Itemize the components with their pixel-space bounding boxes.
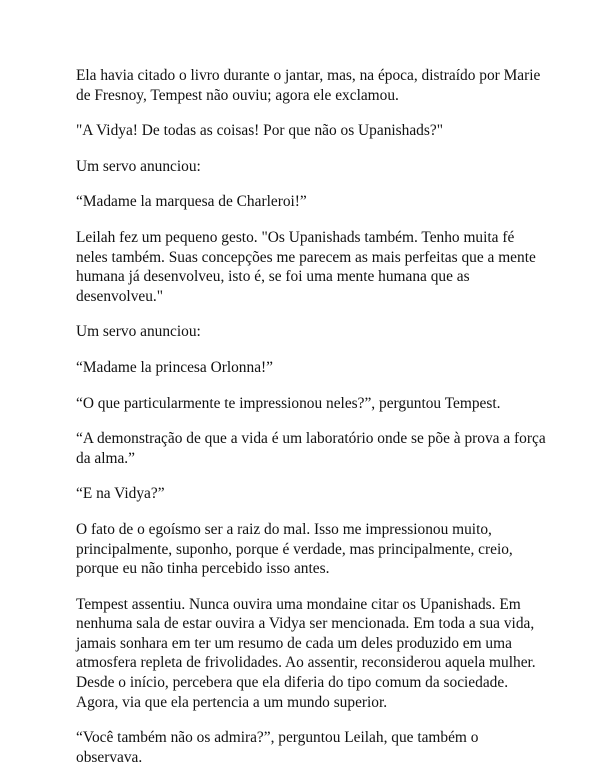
document-page bbox=[76, 66, 546, 783]
paragraph-9: “A demonstração de que a vida é um laboratório onde se põe à prova a força da alma.” bbox=[76, 430, 546, 467]
paragraph-11: O fato de o egoísmo ser a raiz do mal. Isso me impressionou muito, principalmente, suponho, porque é verdade, mas principalmente, creio, porque eu não tinha percebido isso antes. bbox=[76, 520, 513, 578]
paragraph-3: Um servo anunciou: bbox=[76, 157, 201, 175]
paragraph-10: “E na Vidya?” bbox=[76, 485, 165, 503]
paragraph-12: Tempest assentiu. Nunca ouvira uma mondaine citar os Upanishads. Em nenhuma sala de estar ouvira a Vidya ser mencionada. Em toda a sua vida, jamais sonhara em ter um resumo de cada um deles produzido em uma atmosfera repleta de frivolidades. Ao assentir, reconsiderou aquela mulher. Desde o início, percebera que ela diferia do tipo comum da sociedade. Agora, via que ela pertencia a um mundo superior. bbox=[76, 595, 536, 711]
paragraph-1: Ela havia citado o livro durante o jantar, mas, na época, distraído por Marie de Fresnoy, Tempest não ouviu; agora ele exclamou. bbox=[76, 67, 541, 104]
paragraph-4: “Madame la marquesa de Charleroi!” bbox=[76, 193, 307, 211]
paragraph-8: “O que particularmente te impressionou neles?”, perguntou Tempest. bbox=[76, 394, 501, 412]
paragraph-5: Leilah fez um pequeno gesto. "Os Upanishads também. Tenho muita fé neles também. Suas concepções me parecem as mais perfeitas que a mente humana já desenvolveu, isto é, se foi uma mente humana que as desenvolveu." bbox=[76, 228, 536, 305]
paragraph-2: "A Vidya! De todas as coisas! Por que não os Upanishads?" bbox=[76, 122, 443, 140]
paragraph-13: “Você também não os admira?”, perguntou Leilah, que também o observava. bbox=[76, 729, 479, 766]
paragraph-7: “Madame la princesa Orlonna!” bbox=[76, 358, 273, 376]
paragraph-6: Um servo anunciou: bbox=[76, 323, 201, 341]
